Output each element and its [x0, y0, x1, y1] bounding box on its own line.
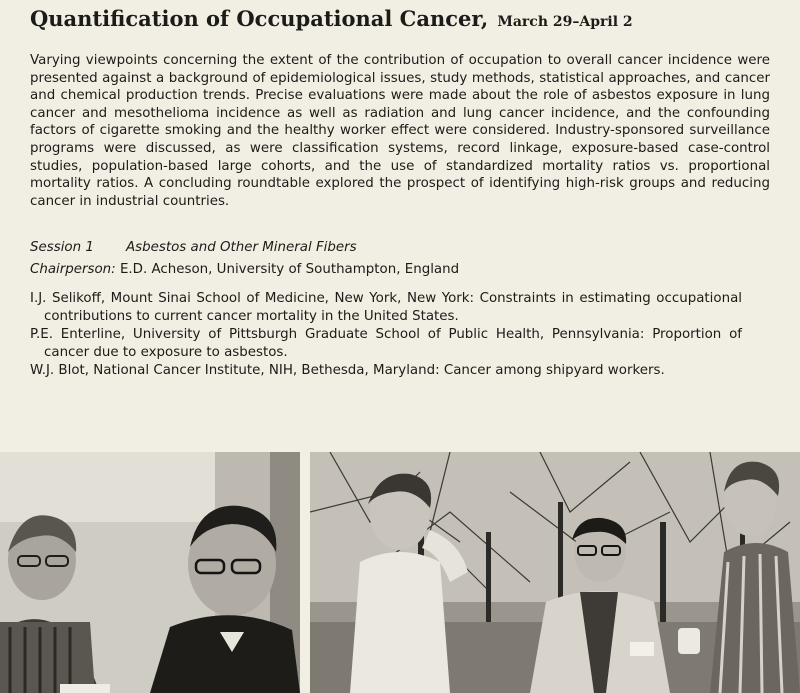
talk-list — [30, 290, 742, 381]
photo-outdoor-group — [310, 452, 800, 693]
talk-item: P.E. Enterline, University of Pittsburgh Graduate School of Public Health, Pennsylvania: Proportion of cancer due to exposure to asbestos. — [30, 327, 742, 360]
photo-strip — [0, 452, 800, 693]
meeting-dates: March 29–April 2 — [497, 14, 633, 30]
session-topic: Asbestos and Other Mineral Fibers — [126, 240, 357, 255]
abstract-paragraph: Varying viewpoints concerning the extent of the contribution of occupation to overall cancer incidence were presented against a background of epidemiological issues, study methods, statistical approaches, and cancer and chemical production trends. Precise evaluations were made about the role of asbestos exposure in lung cancer and mesothelioma incidence as well as radiation and lung cancer incidence, and the confounding factors of cigarette smoking and the healthy worker effect were considered. Industry-sponsored surveillance programs were discussed, as were classification systems, record linkage, exposure-based case-control studies, population-based large cohorts, and the use of standardized mortality ratios vs. proportional mortality ratios. A concluding roundtable explored the prospect of identifying high-risk groups and reducing cancer in industrial countries. — [30, 53, 770, 209]
page-title: Quantification of Occupational Cancer, — [30, 6, 489, 31]
chairperson-label: Chairperson: — [30, 262, 116, 277]
talk-item: I.J. Selikoff, Mount Sinai School of Medicine, New York, New York: Constraints in estimating occupational contributions to current cancer mortality in the United States. — [30, 291, 742, 324]
heading — [30, 6, 633, 31]
chairperson-name: E.D. Acheson, University of Southampton, England — [119, 262, 460, 277]
talk-item: W.J. Blot, National Cancer Institute, NIH, Bethesda, Maryland: Cancer among shipyard workers. — [30, 363, 665, 379]
chairperson-line — [30, 262, 459, 277]
session-number: Session 1 — [30, 240, 94, 255]
photo-indoor-meeting — [0, 452, 300, 693]
session-heading — [30, 240, 357, 255]
